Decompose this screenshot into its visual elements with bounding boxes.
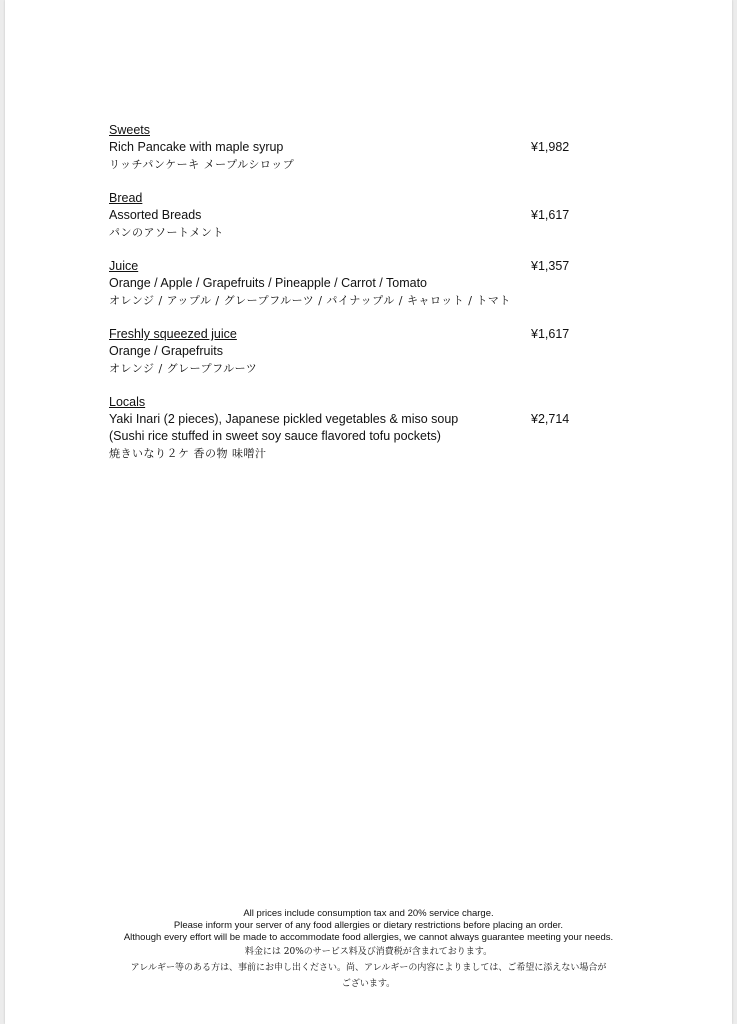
section-fresh-juice: [109, 326, 579, 377]
item-name-en: Rich Pancake with maple syrup: [109, 140, 284, 154]
section-bread: [109, 190, 579, 241]
section-heading: Juice: [109, 259, 139, 273]
item-price: ¥1,617: [531, 208, 570, 222]
item-price: ¥1,982: [531, 140, 570, 154]
footer-allergy-note-jp-cont: ございます。: [341, 979, 396, 989]
item-name-en: Yaki Inari (2 pieces), Japanese pickled vegetables & miso soup: [109, 412, 459, 426]
item-name-en: Orange / Grapefruits: [109, 344, 223, 358]
section-juice: [109, 258, 579, 309]
item-name-jp: リッチパンケーキ メープルシロップ: [109, 158, 295, 171]
footer-allergy-note-jp: アレルギー等のある方は、事前にお申し出ください。尚、アレルギーの内容によりましては、ご希望に添えない場合が: [130, 963, 607, 973]
item-description-en: (Sushi rice stuffed in sweet soy sauce flavored tofu pockets): [109, 429, 441, 443]
footer-allergy-disclaimer: Although every effort will be made to accommodate food allergies, we cannot always guarantee meeting your needs.: [123, 932, 614, 943]
item-name-en: Orange / Apple / Grapefruits / Pineapple / Carrot / Tomato: [109, 276, 427, 290]
item-name-en: Assorted Breads: [109, 208, 202, 222]
footer-allergy-inform: Please inform your server of any food allergies or dietary restrictions before placing an order.: [173, 920, 564, 931]
footer-notes: [5, 908, 732, 992]
item-name-jp: オレンジ / グレープフルーツ: [109, 362, 258, 375]
item-name-jp: 焼きいなり２ケ 香の物 味噌汁: [109, 447, 267, 460]
section-sweets: [109, 122, 579, 173]
footer-tax-note-jp: 料金には 20%のサービス料及び消費税が含まれております。: [244, 947, 493, 957]
menu-page: [5, 0, 732, 1024]
footer-tax-note: All prices include consumption tax and 20% service charge.: [243, 908, 494, 919]
item-name-jp: オレンジ / アップル / グレープフルーツ / パイナップル / キャロット / トマト: [109, 294, 511, 307]
section-heading: Bread: [109, 191, 143, 205]
item-price: ¥1,357: [531, 259, 570, 273]
section-heading: Freshly squeezed juice: [109, 327, 237, 341]
item-name-jp: パンのアソートメント: [109, 226, 224, 239]
section-heading: Sweets: [109, 123, 150, 137]
item-price: ¥1,617: [531, 327, 570, 341]
section-heading: Locals: [109, 395, 146, 409]
section-locals: [109, 394, 579, 462]
item-price: ¥2,714: [531, 412, 570, 426]
